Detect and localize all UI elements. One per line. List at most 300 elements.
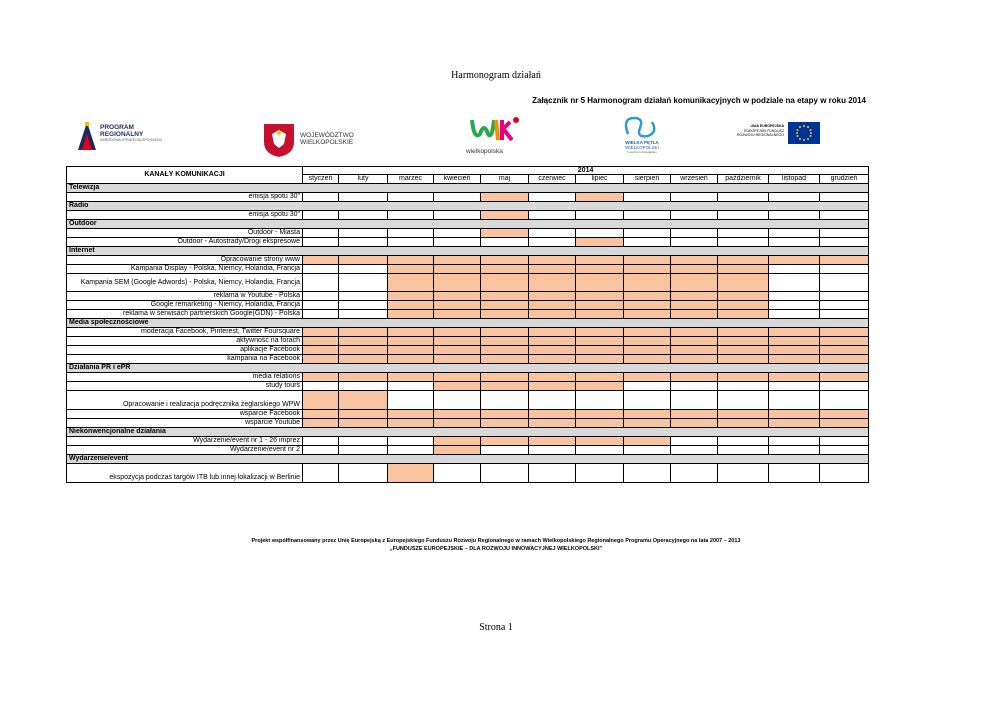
schedule-cell-active: [624, 274, 671, 292]
schedule-cell: [576, 464, 624, 483]
schedule-cell-active: [481, 419, 529, 428]
schedule-cell-active: [820, 355, 869, 364]
schedule-cell: [820, 238, 869, 247]
schedule-cell-active: [303, 391, 339, 410]
schedule-cell: [820, 437, 869, 446]
schedule-cell: [388, 211, 434, 220]
schedule-cell-active: [303, 419, 339, 428]
schedule-cell: [820, 446, 869, 455]
activity-label: Outdoor - Miasta: [67, 229, 303, 238]
schedule-cell-active: [624, 337, 671, 346]
schedule-cell: [303, 229, 339, 238]
schedule-cell: [624, 211, 671, 220]
schedule-cell: [388, 193, 434, 202]
schedule-cell: [624, 229, 671, 238]
ue-line2: EUROPEJSKI FUNDUSZ: [744, 128, 784, 133]
schedule-cell-active: [820, 373, 869, 382]
schedule-body: [67, 184, 869, 483]
schedule-cell-active: [671, 373, 718, 382]
schedule-cell: [303, 292, 339, 301]
activity-row: [67, 382, 869, 391]
schedule-cell: [769, 238, 820, 247]
schedule-cell: [529, 229, 576, 238]
schedule-cell-active: [624, 373, 671, 382]
section-title: Telewizja: [67, 184, 869, 193]
schedule-cell-active: [576, 265, 624, 274]
activity-label: Google remarketing - Niemcy, Holandia, Francja: [67, 301, 303, 310]
schedule-cell-active: [769, 337, 820, 346]
schedule-cell: [718, 446, 769, 455]
schedule-cell-active: [820, 337, 869, 346]
footer-cofinancing-note: Projekt współfinansowany przez Unię Europejską z Europejskiego Funduszu Rozwoju Regionalnego w ramach Wielkopolskiego Regionalnego Programu Operacyjnego na lata 2007 – 2013: [251, 538, 741, 544]
schedule-cell-active: [624, 301, 671, 310]
schedule-cell-active: [481, 337, 529, 346]
schedule-cell-active: [529, 328, 576, 337]
schedule-cell: [339, 238, 388, 247]
month-header-5: czerwiec: [529, 175, 576, 184]
schedule-cell-active: [576, 382, 624, 391]
program-regionalny-emblem-icon: [76, 120, 98, 152]
schedule-cell: [303, 238, 339, 247]
schedule-cell: [820, 274, 869, 292]
schedule-cell-active: [388, 292, 434, 301]
activity-row: [67, 211, 869, 220]
schedule-cell-active: [303, 328, 339, 337]
schedule-cell-active: [718, 274, 769, 292]
activity-label: kampania na Facebook: [67, 355, 303, 364]
schedule-cell: [671, 193, 718, 202]
schedule-cell-active: [718, 292, 769, 301]
wojewodztwo-logo: [262, 122, 384, 158]
schedule-cell: [339, 301, 388, 310]
schedule-cell-active: [481, 328, 529, 337]
schedule-cell: [339, 211, 388, 220]
schedule-cell: [718, 437, 769, 446]
schedule-cell-active: [529, 256, 576, 265]
schedule-cell-active: [388, 256, 434, 265]
schedule-cell-active: [434, 337, 481, 346]
schedule-cell-active: [434, 373, 481, 382]
schedule-cell: [769, 464, 820, 483]
schedule-cell: [671, 211, 718, 220]
schedule-cell: [671, 229, 718, 238]
section-title: Outdoor: [67, 220, 869, 229]
schedule-cell-active: [434, 274, 481, 292]
schedule-cell-active: [576, 328, 624, 337]
schedule-cell-active: [529, 373, 576, 382]
schedule-cell-active: [481, 355, 529, 364]
section-title: Wydarzenie/event: [67, 455, 869, 464]
schedule-cell: [434, 391, 481, 410]
activity-row: [67, 373, 869, 382]
schedule-cell: [769, 437, 820, 446]
schedule-cell-active: [576, 419, 624, 428]
channel-header: KANAŁY KOMUNIKACJI: [67, 167, 303, 184]
schedule-cell: [529, 464, 576, 483]
schedule-cell-active: [624, 292, 671, 301]
schedule-cell-active: [624, 410, 671, 419]
schedule-cell: [434, 238, 481, 247]
schedule-cell: [303, 464, 339, 483]
schedule-cell: [624, 238, 671, 247]
schedule-cell: [769, 211, 820, 220]
schedule-cell-active: [576, 274, 624, 292]
section-title: Internet: [67, 247, 869, 256]
activity-row: [67, 355, 869, 364]
petla-line3: z wodnym przeglądem: [626, 150, 657, 154]
petla-line2: WIELKOPOLSKI: [625, 145, 659, 150]
schedule-cell-active: [529, 346, 576, 355]
schedule-cell: [576, 391, 624, 410]
schedule-cell: [529, 211, 576, 220]
month-header-3: kwiecień: [434, 175, 481, 184]
schedule-cell-active: [434, 410, 481, 419]
schedule-cell-active: [388, 419, 434, 428]
schedule-cell: [481, 238, 529, 247]
schedule-cell-active: [434, 446, 481, 455]
schedule-cell-active: [339, 419, 388, 428]
schedule-cell: [769, 274, 820, 292]
activity-row: [67, 328, 869, 337]
schedule-cell-active: [624, 310, 671, 319]
schedule-cell-active: [624, 437, 671, 446]
activity-label: ekspozycja podczas targów ITB lub innej lokalizacji w Berlinie: [67, 464, 303, 483]
eu-flag-icon: [788, 122, 820, 144]
schedule-cell-active: [303, 373, 339, 382]
schedule-cell: [769, 229, 820, 238]
schedule-cell-active: [481, 265, 529, 274]
woj-line2: WIELKOPOLSKIE: [300, 139, 354, 146]
schedule-cell-active: [671, 328, 718, 337]
schedule-cell-active: [718, 265, 769, 274]
program-line1: PROGRAM: [100, 124, 134, 131]
activity-label: emisja spotu 30": [67, 211, 303, 220]
schedule-cell-active: [388, 337, 434, 346]
schedule-cell-active: [529, 382, 576, 391]
schedule-cell-active: [481, 373, 529, 382]
schedule-cell: [339, 437, 388, 446]
schedule-cell: [434, 229, 481, 238]
schedule-cell-active: [434, 355, 481, 364]
schedule-cell: [820, 301, 869, 310]
schedule-cell-active: [718, 256, 769, 265]
schedule-cell: [820, 391, 869, 410]
activity-row: [67, 238, 869, 247]
schedule-cell-active: [434, 301, 481, 310]
schedule-cell-active: [481, 382, 529, 391]
schedule-cell: [388, 446, 434, 455]
schedule-cell: [718, 229, 769, 238]
activity-row: [67, 229, 869, 238]
schedule-cell: [303, 446, 339, 455]
section-title: Niekonwencjonalne działania: [67, 428, 869, 437]
activity-label: reklama w serwisach partnerskich Google(GDN) - Polska: [67, 310, 303, 319]
wojewodztwo-eagle-shield-icon: [262, 122, 296, 158]
schedule-cell-active: [576, 256, 624, 265]
schedule-cell: [576, 211, 624, 220]
petla-line1: WIELKA PĘTLA: [625, 140, 659, 145]
schedule-cell-active: [388, 355, 434, 364]
schedule-cell-active: [339, 328, 388, 337]
schedule-cell: [529, 446, 576, 455]
activity-row: [67, 446, 869, 455]
schedule-cell: [671, 391, 718, 410]
program-line2: REGIONALNY: [100, 131, 144, 138]
schedule-cell-active: [769, 328, 820, 337]
schedule-cell-active: [671, 337, 718, 346]
schedule-cell: [671, 238, 718, 247]
schedule-cell-active: [434, 256, 481, 265]
schedule-cell: [718, 382, 769, 391]
section-row: [67, 364, 869, 373]
logo-strip: [0, 112, 992, 160]
schedule-cell-active: [820, 346, 869, 355]
schedule-cell-active: [718, 328, 769, 337]
schedule-cell: [820, 310, 869, 319]
activity-row: [67, 292, 869, 301]
schedule-cell: [624, 391, 671, 410]
schedule-cell-active: [303, 410, 339, 419]
section-row: [67, 184, 869, 193]
schedule-cell: [769, 382, 820, 391]
schedule-cell: [339, 292, 388, 301]
schedule-cell: [303, 211, 339, 220]
schedule-cell: [718, 391, 769, 410]
schedule-cell-active: [529, 292, 576, 301]
schedule-cell-active: [718, 419, 769, 428]
schedule-cell-active: [339, 256, 388, 265]
schedule-cell-active: [769, 346, 820, 355]
section-row: [67, 202, 869, 211]
schedule-cell-active: [576, 310, 624, 319]
schedule-cell-active: [303, 355, 339, 364]
section-row: [67, 455, 869, 464]
schedule-cell-active: [388, 464, 434, 483]
schedule-cell: [624, 464, 671, 483]
schedule-cell: [434, 193, 481, 202]
activity-label: moderacja Facebook, Pinterest, Twitter Foursquare: [67, 328, 303, 337]
wielka-petla-loop-icon: [622, 114, 658, 140]
schedule-cell-active: [481, 211, 529, 220]
activity-label: emisja spotu 30": [67, 193, 303, 202]
schedule-cell-active: [624, 265, 671, 274]
schedule-cell-active: [671, 310, 718, 319]
schedule-cell: [769, 391, 820, 410]
wielkopolska-logo: [462, 114, 526, 158]
schedule-cell: [820, 211, 869, 220]
schedule-cell-active: [339, 391, 388, 410]
schedule-cell: [769, 446, 820, 455]
schedule-cell: [820, 464, 869, 483]
schedule-cell-active: [718, 346, 769, 355]
schedule-cell-active: [576, 301, 624, 310]
schedule-cell-active: [769, 256, 820, 265]
schedule-cell: [576, 229, 624, 238]
unia-europejska-logo: [732, 120, 824, 150]
schedule-cell-active: [718, 410, 769, 419]
wielkopolska-label: wielkopolska: [466, 148, 503, 155]
schedule-cell: [624, 382, 671, 391]
activity-row: [67, 310, 869, 319]
schedule-cell-active: [388, 346, 434, 355]
schedule-cell: [718, 193, 769, 202]
wielka-petla-logo: [612, 114, 672, 158]
schedule-cell-active: [388, 265, 434, 274]
schedule-cell-active: [671, 256, 718, 265]
schedule-cell: [434, 464, 481, 483]
schedule-cell: [434, 211, 481, 220]
schedule-cell: [388, 437, 434, 446]
schedule-cell-active: [671, 410, 718, 419]
activity-label: aktywność na forach: [67, 337, 303, 346]
activity-row: [67, 265, 869, 274]
month-header-1: luty: [339, 175, 388, 184]
activity-row: [67, 419, 869, 428]
schedule-cell-active: [529, 437, 576, 446]
schedule-cell-active: [820, 256, 869, 265]
schedule-cell: [339, 229, 388, 238]
schedule-cell-active: [718, 355, 769, 364]
schedule-cell-active: [820, 419, 869, 428]
woj-line1: WOJEWÓDZTWO: [300, 132, 354, 139]
activity-label: wsparcie Facebook: [67, 410, 303, 419]
section-title: Radio: [67, 202, 869, 211]
schedule-cell: [481, 391, 529, 410]
activity-label: wsparcie Youtube: [67, 419, 303, 428]
schedule-cell-active: [529, 410, 576, 419]
schedule-cell: [339, 265, 388, 274]
schedule-cell-active: [624, 328, 671, 337]
activity-row: [67, 391, 869, 410]
section-row: [67, 319, 869, 328]
schedule-cell: [769, 265, 820, 274]
schedule-cell-active: [481, 301, 529, 310]
schedule-cell-active: [303, 346, 339, 355]
schedule-cell-active: [481, 346, 529, 355]
activity-label: study tours: [67, 382, 303, 391]
month-header-8: wrzesień: [671, 175, 718, 184]
schedule-cell-active: [388, 301, 434, 310]
schedule-cell-active: [576, 355, 624, 364]
activity-label: Wydarzenie/event nr 2: [67, 446, 303, 455]
schedule-cell-active: [671, 274, 718, 292]
schedule-cell: [339, 310, 388, 319]
schedule-cell-active: [481, 256, 529, 265]
schedule-cell-active: [624, 419, 671, 428]
schedule-cell-active: [303, 256, 339, 265]
schedule-cell: [303, 274, 339, 292]
schedule-cell-active: [529, 419, 576, 428]
section-title: Media społecznościowe: [67, 319, 869, 328]
schedule-cell: [820, 193, 869, 202]
activity-label: Outdoor - Autostrady/Drogi ekspresowe: [67, 238, 303, 247]
activity-label: Kampania SEM (Google Adwords) - Polska, Niemcy, Holandia, Francja: [67, 274, 303, 292]
month-header-2: marzec: [388, 175, 434, 184]
activity-row: [67, 410, 869, 419]
schedule-cell-active: [624, 355, 671, 364]
schedule-cell: [303, 382, 339, 391]
schedule-cell-active: [388, 274, 434, 292]
schedule-cell-active: [769, 419, 820, 428]
schedule-cell-active: [576, 292, 624, 301]
schedule-cell-active: [339, 373, 388, 382]
schedule-cell-active: [481, 229, 529, 238]
year-header: 2014: [303, 167, 869, 175]
schedule-cell-active: [576, 346, 624, 355]
ue-line3: ROZWOJU REGIONALNEGO: [736, 133, 784, 137]
activity-row: [67, 301, 869, 310]
schedule-cell-active: [718, 337, 769, 346]
schedule-cell: [388, 391, 434, 410]
schedule-cell: [769, 193, 820, 202]
schedule-cell: [388, 382, 434, 391]
schedule-cell: [481, 446, 529, 455]
schedule-cell: [388, 238, 434, 247]
month-header-6: lipiec: [576, 175, 624, 184]
schedule-cell-active: [388, 373, 434, 382]
schedule-cell-active: [388, 410, 434, 419]
schedule-cell: [820, 292, 869, 301]
schedule-cell: [529, 238, 576, 247]
schedule-cell: [388, 229, 434, 238]
schedule-cell-active: [339, 355, 388, 364]
schedule-cell: [718, 238, 769, 247]
activity-row: [67, 437, 869, 446]
activity-label: media relations: [67, 373, 303, 382]
schedule-cell: [820, 229, 869, 238]
schedule-cell-active: [769, 373, 820, 382]
activity-label: Kampania Display - Polska, Niemcy, Holandia, Francja: [67, 265, 303, 274]
schedule-cell: [769, 301, 820, 310]
schedule-cell-active: [434, 437, 481, 446]
schedule-cell-active: [718, 310, 769, 319]
ue-line1: UNIA EUROPEJSKA: [750, 124, 784, 128]
activity-row: [67, 256, 869, 265]
schedule-cell: [529, 391, 576, 410]
schedule-cell: [481, 464, 529, 483]
schedule-cell: [303, 310, 339, 319]
activity-label: Opracowanie i realizacja podręcznika żeglarskiego WPW: [67, 391, 303, 410]
schedule-cell-active: [434, 292, 481, 301]
schedule-cell-active: [339, 346, 388, 355]
schedule-cell-active: [769, 355, 820, 364]
schedule-cell-active: [481, 310, 529, 319]
schedule-cell: [820, 265, 869, 274]
schedule-cell: [769, 292, 820, 301]
schedule-cell-active: [529, 265, 576, 274]
schedule-cell-active: [576, 437, 624, 446]
section-row: [67, 220, 869, 229]
schedule-cell-active: [576, 337, 624, 346]
activity-label: reklama w Youtube - Polska: [67, 292, 303, 301]
schedule-cell-active: [576, 410, 624, 419]
schedule-cell-active: [576, 238, 624, 247]
schedule-cell: [529, 193, 576, 202]
schedule-cell-active: [624, 346, 671, 355]
schedule-cell-active: [671, 346, 718, 355]
schedule-cell: [303, 193, 339, 202]
month-header-9: październik: [718, 175, 769, 184]
schedule-cell-active: [529, 274, 576, 292]
activity-label: Opracowanie strony www: [67, 256, 303, 265]
program-line3: NARODOWA STRATEGIA SPÓJNOŚCI: [100, 138, 163, 142]
activity-label: Wydarzenie/event nr 1 - 26 imprez: [67, 437, 303, 446]
month-header-0: styczeń: [303, 175, 339, 184]
schedule-cell: [671, 437, 718, 446]
schedule-cell-active: [339, 410, 388, 419]
schedule-cell-active: [434, 382, 481, 391]
activity-row: [67, 346, 869, 355]
